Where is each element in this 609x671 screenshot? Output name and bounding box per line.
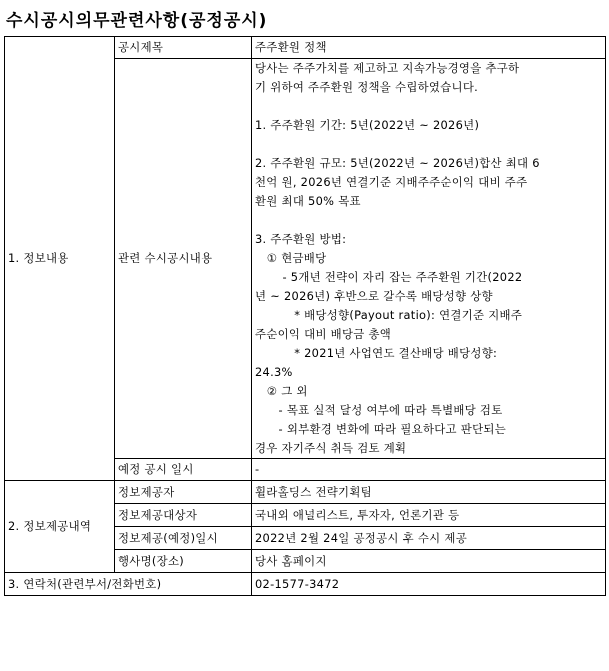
content-line: - 5개년 전략이 자리 잡는 주주환원 기간(2022: [255, 270, 523, 284]
content-line: - 외부환경 변화에 따라 필요하다고 판단되는: [255, 422, 506, 436]
content-line: 2. 주주환원 규모: 5년(2022년 ~ 2026년)합산 최대 6: [255, 156, 540, 170]
content-line: 당사는 주주가치를 제고하고 지속가능경영을 추구하: [255, 61, 520, 75]
target-label: 정보제공대상자: [115, 504, 252, 527]
content-line: [255, 211, 602, 230]
related-disclosure-label: 관련 수시공시내용: [115, 59, 252, 459]
content-line: * 2021년 사업연도 결산배당 배당성향:: [255, 346, 498, 360]
disclosure-table: [4, 36, 606, 596]
event-label: 행사명(장소): [115, 550, 252, 573]
page-title: 수시공시의무관련사항(공정공시): [6, 11, 268, 31]
event-value: 당사 홈페이지: [252, 550, 606, 573]
info-provision-label: 2. 정보제공내역: [5, 481, 115, 573]
contact-value: 02-1577-3472: [252, 573, 606, 596]
content-line: 3. 주주환원 방법:: [255, 232, 347, 246]
content-line: 기 위하여 주주환원 정책을 수립하였습니다.: [255, 80, 479, 94]
disclosure-title-value: 주주환원 정책: [252, 37, 606, 59]
content-line: 천억 원, 2026년 연결기준 지배주주순이익 대비 주주: [255, 175, 528, 189]
content-line: ① 현금배당: [255, 251, 327, 265]
content-line: - 목표 실적 달성 여부에 따라 특별배당 검토: [255, 403, 503, 417]
content-line: * 배당성향(Payout ratio): 연결기준 지배주: [255, 308, 523, 322]
content-line: 24.3%: [255, 365, 293, 379]
content-line: [255, 97, 602, 116]
content-line: 주순이익 대비 배당금 총액: [255, 327, 392, 341]
date-label: 정보제공(예정)일시: [115, 527, 252, 550]
scheduled-disclosure-value: -: [252, 459, 606, 481]
scheduled-disclosure-label: 예정 공시 일시: [115, 459, 252, 481]
provider-label: 정보제공자: [115, 481, 252, 504]
content-line: 경우 자기주식 취득 검토 계획: [255, 441, 407, 455]
content-line: 환원 최대 50% 목표: [255, 194, 361, 208]
content-line: [255, 135, 602, 154]
contact-label: 3. 연락처(관련부서/전화번호): [5, 573, 252, 596]
content-line: 년 ~ 2026년) 후반으로 갈수록 배당성향 상향: [255, 289, 493, 303]
content-line: ② 그 외: [255, 384, 308, 398]
target-value: 국내외 애널리스트, 투자자, 언론기관 등: [252, 504, 606, 527]
content-line: 1. 주주환원 기간: 5년(2022년 ~ 2026년): [255, 118, 480, 132]
date-value: 2022년 2월 24일 공정공시 후 수시 제공: [252, 527, 606, 550]
provider-value: 휠라홀딩스 전략기획팀: [252, 481, 606, 504]
disclosure-title-label: 공시제목: [115, 37, 252, 59]
info-content-label: 1. 정보내용: [5, 37, 115, 481]
related-disclosure-content: [252, 59, 606, 459]
